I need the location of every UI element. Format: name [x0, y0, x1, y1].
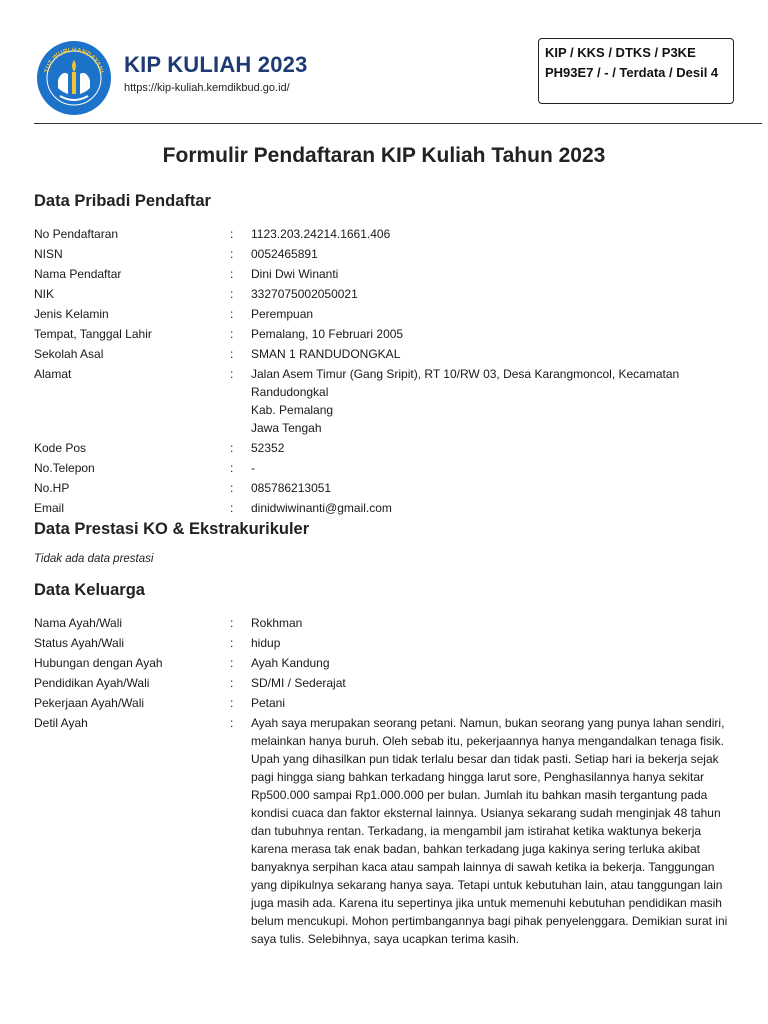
logo-text: TUT WURI HANDAYANI	[43, 46, 105, 74]
field-separator: :	[230, 247, 234, 261]
header-divider	[34, 123, 762, 124]
achievement-note: Tidak ada data prestasi	[34, 553, 154, 565]
data-row	[34, 499, 734, 517]
family-data-rows	[34, 614, 734, 948]
personal-data-rows	[34, 225, 734, 517]
field-value: 52352	[251, 441, 285, 455]
section-title-achievement: Data Prestasi KO & Ekstrakurikuler	[34, 520, 310, 538]
field-separator: :	[230, 461, 234, 475]
field-label: Pekerjaan Ayah/Wali	[34, 696, 145, 710]
field-separator: :	[230, 676, 234, 690]
data-row	[34, 459, 734, 477]
field-label: No.HP	[34, 481, 70, 495]
data-row	[34, 225, 734, 243]
field-label: Detil Ayah	[34, 716, 88, 730]
field-label: Status Ayah/Wali	[34, 636, 125, 650]
data-row	[34, 674, 734, 692]
document-title: Formulir Pendaftaran KIP Kuliah Tahun 2023	[162, 144, 606, 167]
data-row	[34, 634, 734, 652]
field-separator: :	[230, 696, 234, 710]
field-label: Alamat	[34, 367, 72, 381]
field-separator: :	[230, 287, 234, 301]
field-value: hidup	[251, 636, 281, 650]
field-value: Ayah Kandung	[251, 656, 330, 670]
field-label: NIK	[34, 287, 55, 301]
status-code-box: KIP / KKS / DTKS / P3KE PH93E7 / - / Terdata / Desil 4	[538, 38, 734, 104]
brand-title: KIP KULIAH 2023	[124, 52, 308, 77]
field-value: dinidwiwinanti@gmail.com	[251, 501, 392, 515]
field-value: Jalan Asem Timur (Gang Sripit), RT 10/RW 03, Desa Karangmoncol, Kecamatan Randudongkal Kab. Pemalang Jawa Tengah	[251, 367, 680, 435]
field-separator: :	[230, 616, 234, 630]
field-label: Pendidikan Ayah/Wali	[34, 676, 150, 690]
field-label: Nama Ayah/Wali	[34, 616, 123, 630]
data-row	[34, 305, 734, 323]
field-label: Jenis Kelamin	[34, 307, 109, 321]
field-separator: :	[230, 347, 234, 361]
tut-wuri-handayani-logo-icon	[36, 40, 112, 116]
data-row	[34, 245, 734, 263]
data-row	[34, 325, 734, 343]
field-separator: :	[230, 481, 234, 495]
field-label: Sekolah Asal	[34, 347, 104, 361]
data-row	[34, 654, 734, 672]
field-value: Pemalang, 10 Februari 2005	[251, 327, 404, 341]
data-row	[34, 694, 734, 712]
section-title-personal: Data Pribadi Pendaftar	[34, 192, 211, 210]
field-value: 085786213051	[251, 481, 332, 495]
page-header	[34, 34, 734, 124]
field-value: SD/MI / Sederajat	[251, 676, 346, 690]
field-separator: :	[230, 441, 234, 455]
field-value: SMAN 1 RANDUDONGKAL	[251, 347, 401, 361]
field-label: Tempat, Tanggal Lahir	[34, 327, 152, 341]
field-value: Dini Dwi Winanti	[251, 267, 339, 281]
data-row	[34, 285, 734, 303]
data-row	[34, 345, 734, 363]
family-section	[34, 581, 734, 950]
field-separator: :	[230, 267, 234, 281]
data-row	[34, 479, 734, 497]
field-separator: :	[230, 327, 234, 341]
field-label: Hubungan dengan Ayah	[34, 656, 163, 670]
data-row	[34, 614, 734, 632]
field-value: Perempuan	[251, 307, 314, 321]
field-label: Kode Pos	[34, 441, 87, 455]
field-value: 3327075002050021	[251, 287, 358, 301]
field-separator: :	[230, 636, 234, 650]
data-row	[34, 714, 734, 948]
section-title-family: Data Keluarga	[34, 581, 145, 599]
field-label: Email	[34, 501, 65, 515]
field-value: Petani	[251, 696, 286, 710]
field-separator: :	[230, 307, 234, 321]
field-separator: :	[230, 656, 234, 670]
field-value: 0052465891	[251, 247, 318, 261]
field-value: Rokhman	[251, 616, 303, 630]
data-row	[34, 439, 734, 457]
field-value: 1123.203.24214.1661.406	[251, 227, 391, 241]
field-label: No.Telepon	[34, 461, 95, 475]
achievement-section	[34, 520, 734, 565]
data-row	[34, 365, 734, 437]
field-separator: :	[230, 367, 234, 381]
personal-data-section	[34, 192, 734, 519]
field-label: Nama Pendaftar	[34, 267, 122, 281]
field-value: Ayah saya merupakan seorang petani. Namun, bukan seorang yang punya lahan sendiri, melainkan hanya buruh. Oleh sebab itu, pekerjaannya hanya mengandalkan tenaga fisik. Upah yang dihasilkan pun tidak terlalu besar dan tidak pasti. Setiap hari ia bekerja sejak pagi hingga siang bahkan terkadang hingga larut sore, Penghasilannya hanya sekitar Rp500.000 sampai Rp1.000.000 per bulan. Jumlah itu bahkan masih tergantung pada kondisi cuaca dan faktor eksternal lainnya. Usianya sekarang sudah menginjak 48 tahun dan tubuhnya rentan. Terkadang, ia mengambil jam istirahat ketika waktunya bekerja karena merasa tak enak badan, bahkan terkadang juga kakinya sering terluka akibat banyaknya serpihan kaca atau sampah lainnya di sawah ketika ia bekerja. Tanggungan yang dipikulnya sekarang hanya saya. Tetapi untuk kebutuhan lain, atau tanggungan lain juga masih ada. Karena itu sepertinya jika untuk memenuhi kebutuhan pendidikan masih belum mencukupi. Mohon pertimbangannya bagi pihak penyelenggara. Demikian surat ini saya tulis. Selebihnya, saya ucapkan terima kasih.	[251, 716, 728, 946]
brand-url[interactable]: https://kip-kuliah.kemdikbud.go.id/	[124, 82, 290, 94]
data-row	[34, 265, 734, 283]
field-separator: :	[230, 716, 234, 730]
field-separator: :	[230, 501, 234, 515]
field-separator: :	[230, 227, 234, 241]
field-value: -	[251, 461, 255, 475]
field-label: NISN	[34, 247, 63, 261]
field-label: No Pendaftaran	[34, 227, 119, 241]
